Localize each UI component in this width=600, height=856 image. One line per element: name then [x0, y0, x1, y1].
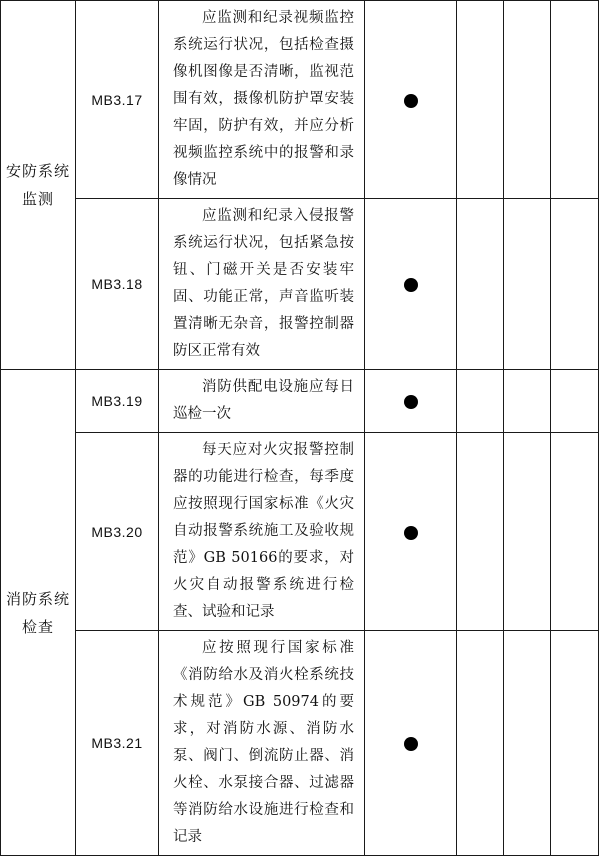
filled-circle-icon: [404, 94, 418, 108]
empty-cell: [457, 433, 504, 631]
item-description: 每天应对火灾报警控制器的功能进行检查，每季度应按照现行国家标准《火灾自动报警系统施工及验收规范》GB 50166的要求，对火灾自动报警系统进行检查、试验和记录: [159, 433, 365, 631]
mark-cell: [365, 631, 457, 856]
empty-cell: [504, 433, 551, 631]
mark-cell: [365, 1, 457, 199]
filled-circle-icon: [404, 278, 418, 292]
item-code: MB3.21: [76, 631, 159, 856]
item-code: MB3.17: [76, 1, 159, 199]
empty-cell: [504, 631, 551, 856]
item-description: 应监测和纪录视频监控系统运行状况，包括检查摄像机图像是否清晰，监视范围有效，摄像机防护罩安装牢固，防护有效，并应分析视频监控系统中的报警和录像情况: [159, 1, 365, 199]
empty-cell: [504, 199, 551, 370]
mark-cell: [365, 433, 457, 631]
empty-cell: [551, 1, 599, 199]
item-code: MB3.19: [76, 370, 159, 433]
item-description: 应按照现行国家标准《消防给水及消火栓系统技术规范》GB 50974的要求，对消防水源、消防水泵、阀门、倒流防止器、消火栓、水泵接合器、过滤器等消防给水设施进行检查和记录: [159, 631, 365, 856]
mark-cell: [365, 199, 457, 370]
item-description: 消防供配电设施应每日巡检一次: [159, 370, 365, 433]
table-row: [1, 433, 599, 631]
empty-cell: [551, 631, 599, 856]
category-cell: 安防系统监测: [1, 1, 76, 370]
table-row: [1, 631, 599, 856]
empty-cell: [551, 433, 599, 631]
filled-circle-icon: [404, 395, 418, 409]
table-row: [1, 370, 599, 433]
empty-cell: [457, 1, 504, 199]
filled-circle-icon: [404, 737, 418, 751]
category-cell: 消防系统检查: [1, 370, 76, 856]
empty-cell: [551, 199, 599, 370]
empty-cell: [457, 370, 504, 433]
mark-cell: [365, 370, 457, 433]
item-code: MB3.20: [76, 433, 159, 631]
empty-cell: [457, 199, 504, 370]
empty-cell: [457, 631, 504, 856]
item-description: 应监测和纪录入侵报警系统运行状况，包括紧急按钮、门磁开关是否安装牢固、功能正常，声音监听装置清晰无杂音，报警控制器防区正常有效: [159, 199, 365, 370]
filled-circle-icon: [404, 526, 418, 540]
empty-cell: [504, 1, 551, 199]
table-row: [1, 199, 599, 370]
item-code: MB3.18: [76, 199, 159, 370]
empty-cell: [551, 370, 599, 433]
table-row: [1, 1, 599, 199]
empty-cell: [504, 370, 551, 433]
